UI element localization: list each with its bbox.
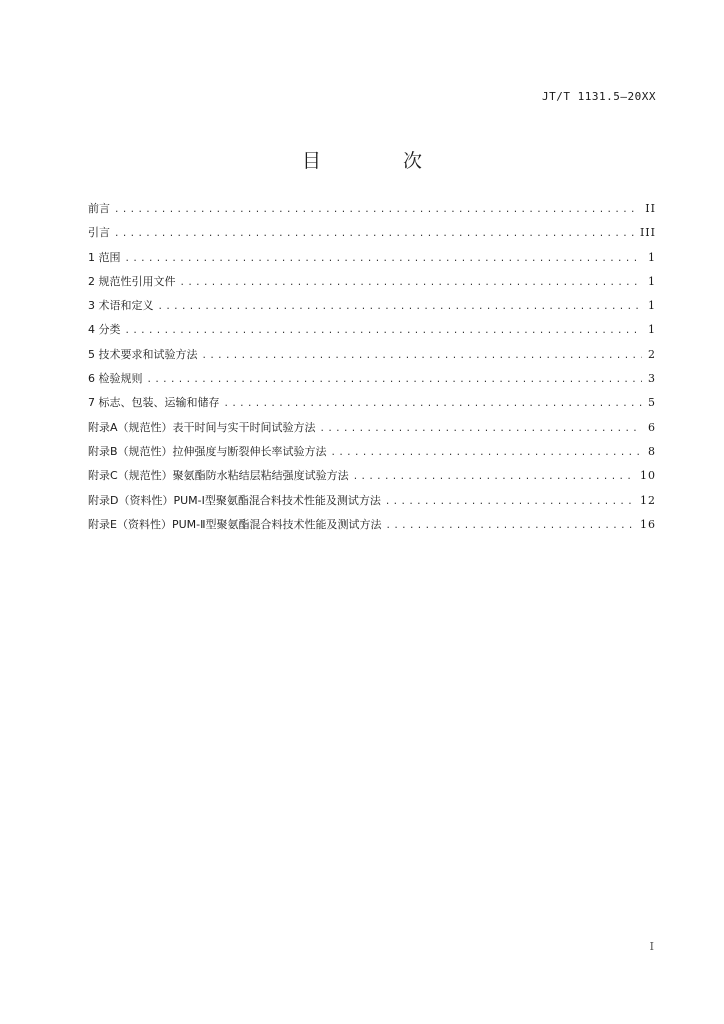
toc-item-page: 5 <box>648 396 656 410</box>
toc-item-page: 6 <box>648 420 656 434</box>
toc-item-label: 2 规范性引用文件 <box>88 274 176 288</box>
toc-item-technical-requirements[interactable] <box>88 346 656 370</box>
toc-leader-dots <box>331 448 642 458</box>
toc-item-scope[interactable] <box>88 249 656 273</box>
toc-leader-dots <box>320 424 642 434</box>
toc-leader-dots <box>353 472 634 482</box>
toc-item-annex-c[interactable] <box>88 467 656 491</box>
toc-item-normative-references[interactable] <box>88 273 656 297</box>
page-title: 目 次 <box>301 150 461 172</box>
toc-item-page: II <box>645 202 656 215</box>
toc-item-label: 引言 <box>88 226 110 240</box>
toc-item-page: 1 <box>648 250 656 264</box>
standard-code: JT/T 1131.5—20XX <box>542 90 656 103</box>
toc-leader-dots <box>224 399 643 409</box>
toc-item-page: 16 <box>640 517 656 531</box>
toc-item-classification[interactable] <box>88 321 656 345</box>
toc-item-foreword[interactable] <box>88 200 656 224</box>
toc-item-label: 附录A（规范性）表干时间与实干时间试验方法 <box>88 420 316 434</box>
toc-item-label: 附录D（资料性）PUM-Ⅰ型聚氨酯混合料技术性能及测试方法 <box>88 493 381 507</box>
toc-item-label: 附录E（资料性）PUM-Ⅱ型聚氨酯混合料技术性能及测试方法 <box>88 517 382 531</box>
toc-item-label: 前言 <box>88 202 110 215</box>
toc-item-page: 1 <box>648 323 656 337</box>
toc-item-page: 1 <box>648 299 656 313</box>
toc-leader-dots <box>125 254 643 264</box>
toc-item-page: 12 <box>640 493 656 507</box>
toc-item-label: 3 术语和定义 <box>88 299 154 313</box>
toc-item-page: 8 <box>648 444 656 458</box>
toc-item-marking-packaging[interactable] <box>88 394 656 418</box>
toc-item-annex-d[interactable] <box>88 492 656 516</box>
toc-item-page: 1 <box>648 274 656 288</box>
toc-item-label: 7 标志、包装、运输和储存 <box>88 396 220 410</box>
toc-item-label: 1 范围 <box>88 250 121 264</box>
toc-leader-dots <box>147 375 643 385</box>
toc-leader-dots <box>158 302 643 312</box>
toc-item-label: 附录C（规范性）聚氨酯防水粘结层粘结强度试验方法 <box>88 469 349 483</box>
toc-item-terms-definitions[interactable] <box>88 297 656 321</box>
toc-item-label: 6 检验规则 <box>88 372 143 386</box>
toc-item-annex-a[interactable] <box>88 419 656 443</box>
toc-item-page: 2 <box>648 347 656 361</box>
toc-leader-dots <box>125 326 643 336</box>
toc-leader-dots <box>180 278 643 288</box>
toc-item-label: 5 技术要求和试验方法 <box>88 347 198 361</box>
toc-leader-dots <box>202 351 643 361</box>
toc-item-page: 10 <box>640 469 656 483</box>
toc-item-page: III <box>639 226 656 240</box>
toc-leader-dots <box>386 521 634 531</box>
toc-leader-dots <box>114 229 634 239</box>
toc-item-introduction[interactable] <box>88 224 656 248</box>
toc-leader-dots <box>114 205 639 215</box>
toc-item-annex-b[interactable] <box>88 443 656 467</box>
toc-item-inspection-rules[interactable] <box>88 370 656 394</box>
toc-item-label: 附录B（规范性）拉伸强度与断裂伸长率试验方法 <box>88 444 327 458</box>
toc-item-annex-e[interactable] <box>88 516 656 540</box>
page-number: I <box>649 940 654 953</box>
toc-leader-dots <box>385 497 634 507</box>
toc-item-label: 4 分类 <box>88 323 121 337</box>
toc-item-page: 3 <box>648 372 656 386</box>
table-of-contents <box>88 200 656 540</box>
